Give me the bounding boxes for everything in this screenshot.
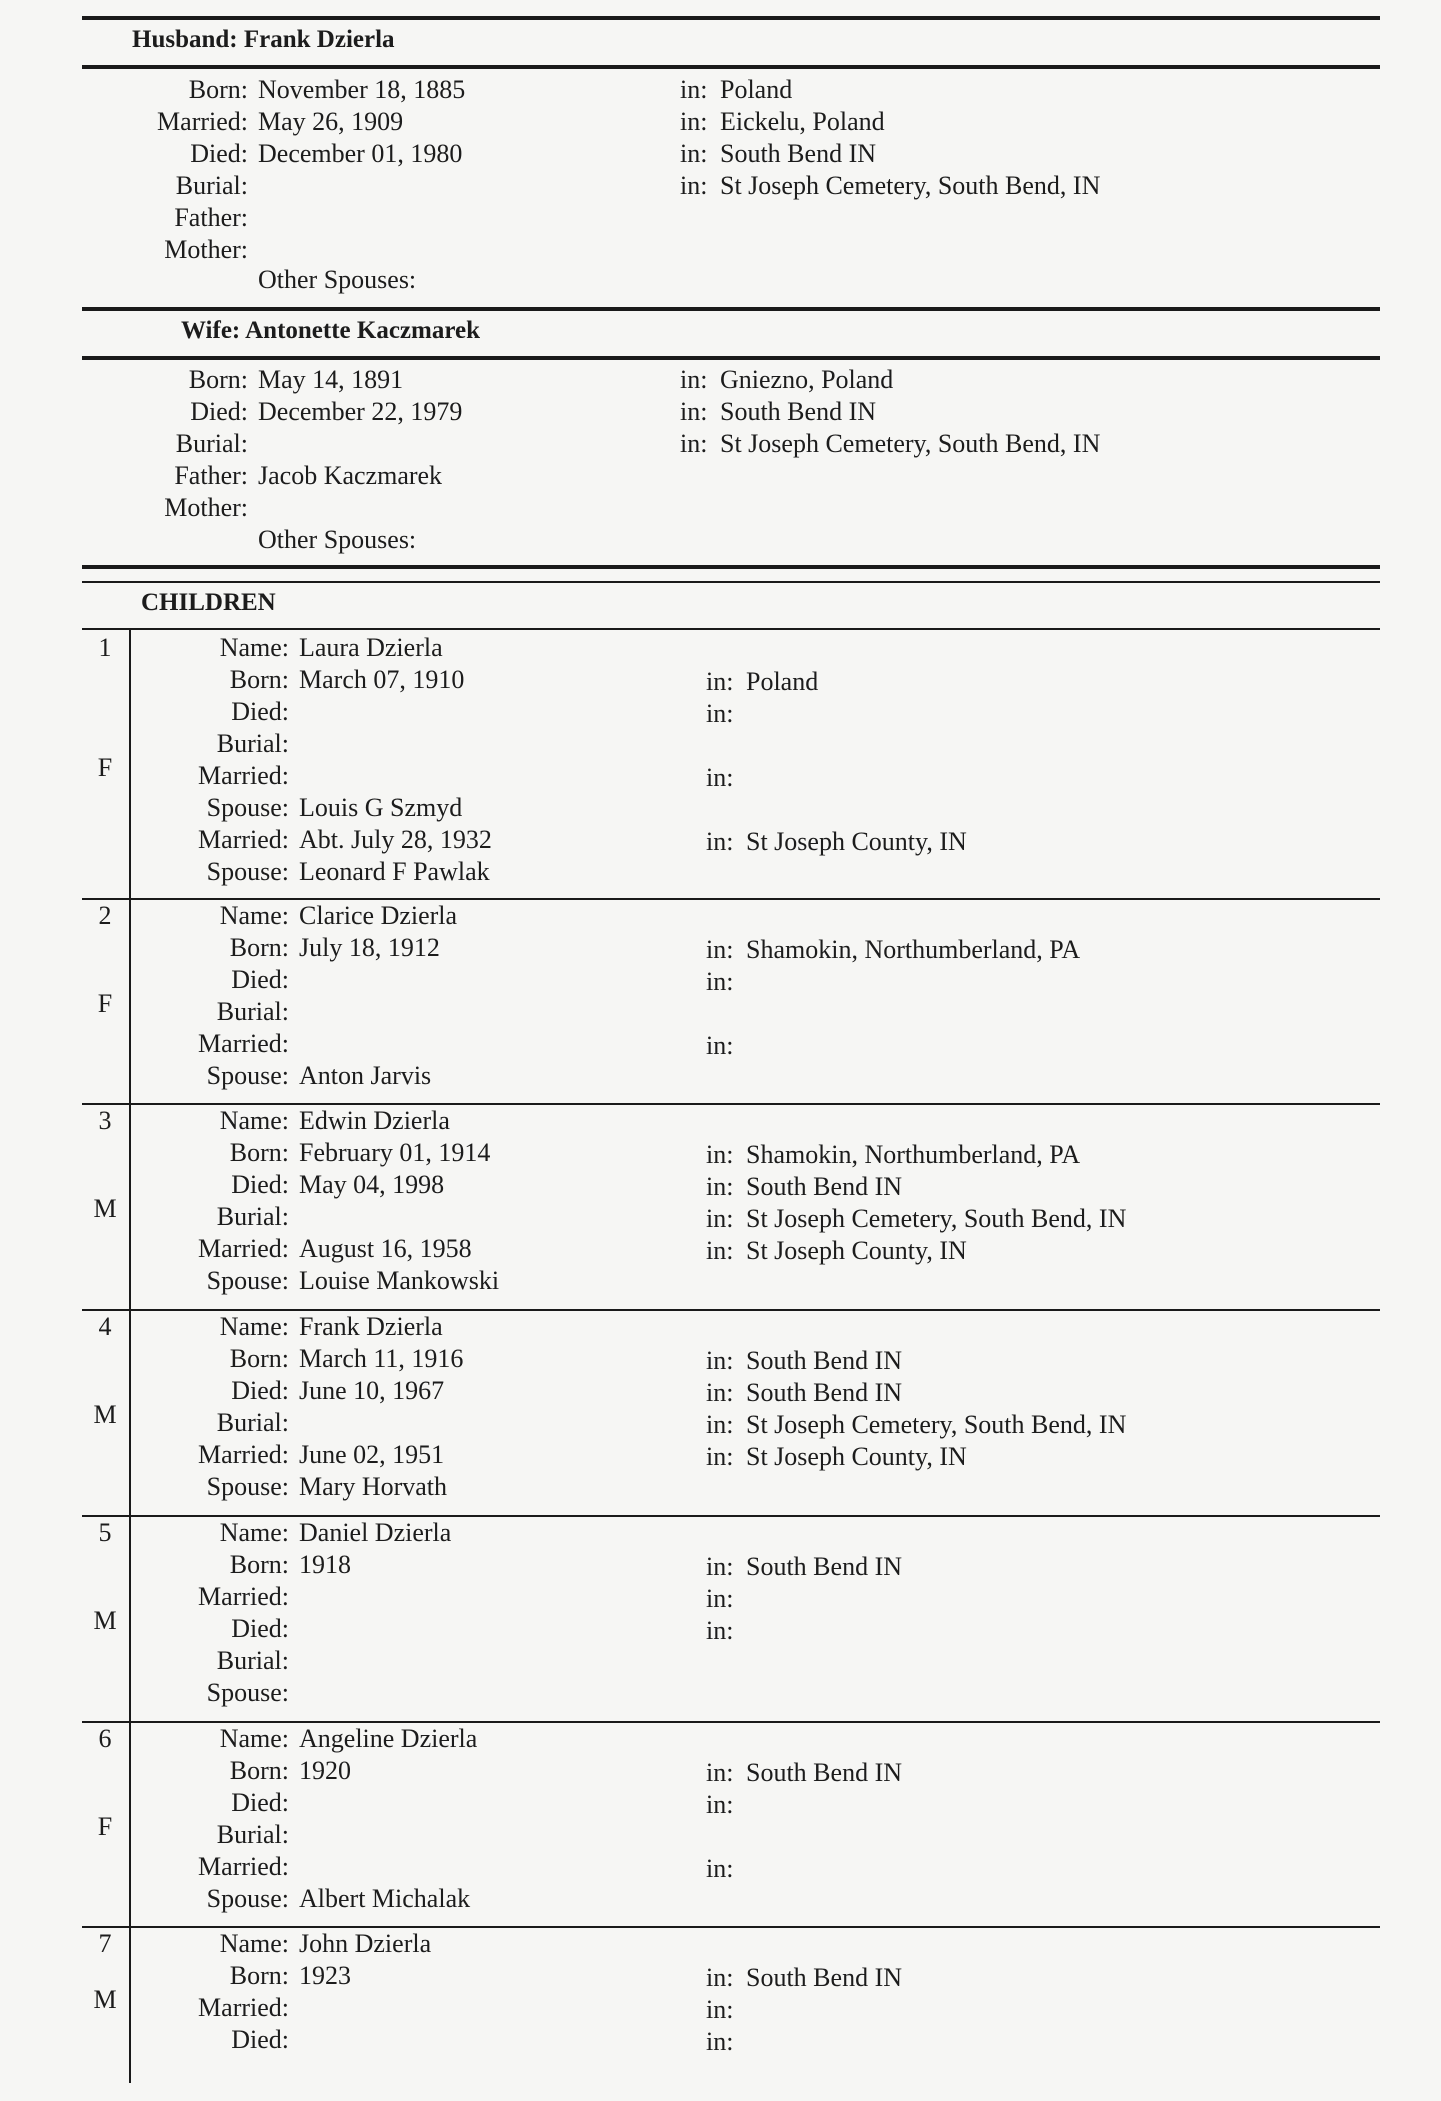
place-value: Poland: [746, 667, 819, 696]
burial-label: Burial:: [175, 429, 248, 458]
died-place: [706, 1377, 902, 1409]
married-place: [706, 1583, 746, 1615]
died-label: Died:: [231, 1376, 289, 1405]
in-label: in:: [680, 397, 708, 426]
place-value: South Bend IN: [746, 1758, 902, 1787]
born-place: [706, 1139, 1080, 1171]
in-label: in:: [706, 1790, 734, 1819]
married-value: May 26, 1909: [258, 107, 404, 136]
name-value: Daniel Dzierla: [299, 1518, 452, 1547]
mother-label: Mother:: [164, 235, 248, 264]
child-sex: F: [97, 1812, 113, 1841]
burial-place: [680, 428, 1100, 460]
died-label: Died:: [231, 1788, 289, 1817]
children-header-rule: [82, 628, 1380, 630]
spouse-value: Louis G Szmyd: [299, 793, 463, 822]
child-separator-rule: [82, 1721, 1380, 1723]
in-label: in:: [706, 935, 734, 964]
child-number: 5: [98, 1518, 112, 1547]
place-value: South Bend IN: [746, 1346, 902, 1375]
name-label: Name:: [219, 1312, 289, 1341]
born-value: November 18, 1885: [258, 75, 466, 104]
married-place: [706, 1235, 967, 1267]
place-value: Poland: [720, 75, 793, 104]
burial-label: Burial:: [216, 729, 289, 758]
died-value: December 01, 1980: [258, 139, 463, 168]
place-value: St Joseph Cemetery, South Bend, IN: [720, 429, 1101, 458]
child-separator-rule: [82, 1103, 1380, 1105]
child-sex: M: [93, 1194, 117, 1223]
in-label: in:: [706, 699, 734, 728]
spouse-label: Spouse:: [206, 1472, 289, 1501]
burial-place: [706, 1203, 1126, 1235]
wife-other-spouses-label: Other Spouses:: [258, 525, 417, 554]
married-value: August 16, 1958: [299, 1234, 472, 1263]
mother-label: Mother:: [164, 493, 248, 522]
born-label: Born:: [229, 665, 289, 694]
in-label: in:: [680, 107, 708, 136]
in-label: in:: [706, 667, 734, 696]
in-label: in:: [706, 1346, 734, 1375]
died-place: [706, 1171, 902, 1203]
burial-label: Burial:: [216, 997, 289, 1026]
child-separator-rule: [82, 898, 1380, 900]
name-value: Clarice Dzierla: [299, 901, 458, 930]
place-value: South Bend IN: [746, 1963, 902, 1992]
married-label: Married:: [198, 1029, 289, 1058]
born-label: Born:: [229, 1138, 289, 1167]
spouse-label: Spouse:: [206, 1266, 289, 1295]
married-place: [706, 1030, 746, 1062]
husband-other-spouses-label: Other Spouses:: [258, 265, 417, 294]
married-place: [706, 1994, 746, 2026]
place-value: St Joseph County, IN: [746, 1442, 967, 1471]
burial-label: Burial:: [216, 1408, 289, 1437]
spouse-value: Leonard F Pawlak: [299, 857, 490, 886]
in-label: in:: [680, 139, 708, 168]
place-value: Eickelu, Poland: [720, 107, 885, 136]
in-label: in:: [706, 1204, 734, 1233]
in-label: in:: [706, 1854, 734, 1883]
in-label: in:: [706, 1616, 734, 1645]
born-place: [706, 666, 818, 698]
died-place: [680, 396, 876, 428]
top-rule: [82, 16, 1380, 20]
child-separator-rule: [82, 1309, 1380, 1311]
place-value: South Bend IN: [746, 1378, 902, 1407]
died-label: Died:: [231, 697, 289, 726]
married-label: Married:: [198, 825, 289, 854]
died-label: Died:: [231, 965, 289, 994]
in-label: in:: [706, 763, 734, 792]
died-label: Died:: [190, 139, 248, 168]
in-label: in:: [706, 1172, 734, 1201]
child-number: 7: [98, 1929, 112, 1958]
born-value: March 11, 1916: [299, 1344, 464, 1373]
born-place: [706, 934, 1080, 966]
married-place: [680, 106, 885, 138]
born-label: Born:: [229, 1756, 289, 1785]
wife-rule: [82, 356, 1380, 360]
born-value: May 14, 1891: [258, 365, 404, 394]
husband-heading: Husband: Frank Dzierla: [132, 26, 395, 53]
spouse-label: Spouse:: [206, 1884, 289, 1913]
child-separator-rule: [82, 1515, 1380, 1517]
in-label: in:: [706, 2027, 734, 2056]
spouse-label: Spouse:: [206, 857, 289, 886]
name-value: Edwin Dzierla: [299, 1106, 450, 1135]
in-label: in:: [706, 1378, 734, 1407]
died-place: [706, 1615, 746, 1647]
in-label: in:: [706, 1758, 734, 1787]
place-value: Shamokin, Northumberland, PA: [746, 1140, 1081, 1169]
born-place: [706, 1345, 902, 1377]
in-label: in:: [706, 1442, 734, 1471]
married-label: Married:: [157, 107, 248, 136]
place-value: St Joseph County, IN: [746, 1236, 967, 1265]
burial-label: Burial:: [216, 1820, 289, 1849]
in-label: in:: [680, 365, 708, 394]
children-number-column-rule: [129, 628, 131, 2083]
married-place: [706, 1441, 967, 1473]
father-label: Father:: [174, 461, 248, 490]
born-place: [680, 364, 893, 396]
in-label: in:: [680, 75, 708, 104]
married-label: Married:: [198, 1440, 289, 1469]
died-place: [706, 698, 746, 730]
in-label: in:: [706, 1236, 734, 1265]
died-value: June 10, 1967: [299, 1376, 445, 1405]
married-place: [706, 762, 746, 794]
in-label: in:: [706, 1031, 734, 1060]
wife-top-rule: [82, 307, 1380, 311]
died-label: Died:: [190, 397, 248, 426]
born-value: March 07, 1910: [299, 665, 465, 694]
place-value: St Joseph Cemetery, South Bend, IN: [720, 171, 1101, 200]
husband-rule: [82, 65, 1380, 69]
in-label: in:: [706, 1963, 734, 1992]
in-label: in:: [706, 967, 734, 996]
name-value: Angeline Dzierla: [299, 1724, 478, 1753]
married-label: Married:: [198, 1852, 289, 1881]
name-value: Frank Dzierla: [299, 1312, 443, 1341]
child-sex: F: [97, 753, 113, 782]
child-sex: F: [97, 989, 113, 1018]
married-place: [706, 826, 967, 858]
child-number: 1: [98, 633, 112, 662]
born-label: Born:: [229, 1961, 289, 1990]
born-place: [706, 1757, 902, 1789]
child-number: 2: [98, 901, 112, 930]
married-value: Abt. July 28, 1932: [299, 825, 492, 854]
born-place: [680, 74, 792, 106]
spouse-label: Spouse:: [206, 1061, 289, 1090]
born-label: Born:: [229, 933, 289, 962]
name-value: John Dzierla: [299, 1929, 432, 1958]
in-label: in:: [706, 1584, 734, 1613]
died-place: [706, 2026, 746, 2058]
born-value: 1923: [299, 1961, 351, 1990]
name-label: Name:: [219, 1106, 289, 1135]
spouse-value: Louise Mankowski: [299, 1266, 500, 1295]
child-sex: M: [93, 1400, 117, 1429]
in-label: in:: [706, 1995, 734, 2024]
burial-label: Burial:: [216, 1646, 289, 1675]
name-label: Name:: [219, 633, 289, 662]
child-sex: M: [93, 1606, 117, 1635]
born-value: 1918: [299, 1550, 351, 1579]
place-value: Gniezno, Poland: [720, 365, 894, 394]
born-place: [706, 1551, 902, 1583]
in-label: in:: [706, 827, 734, 856]
in-label: in:: [680, 171, 708, 200]
died-place: [680, 138, 876, 170]
place-value: St Joseph County, IN: [746, 827, 967, 856]
spouse-value: Albert Michalak: [299, 1884, 471, 1913]
married-label: Married:: [198, 761, 289, 790]
place-value: South Bend IN: [746, 1172, 902, 1201]
children-heading: CHILDREN: [141, 589, 276, 616]
burial-place: [680, 170, 1100, 202]
spouse-label: Spouse:: [206, 1678, 289, 1707]
in-label: in:: [706, 1410, 734, 1439]
father-label: Father:: [174, 203, 248, 232]
born-label: Born:: [229, 1344, 289, 1373]
children-top-rule-thin: [82, 581, 1380, 583]
died-label: Died:: [231, 2025, 289, 2054]
died-place: [706, 1789, 746, 1821]
place-value: St Joseph Cemetery, South Bend, IN: [746, 1204, 1127, 1233]
children-top-rule: [82, 565, 1380, 569]
died-label: Died:: [231, 1614, 289, 1643]
married-label: Married:: [198, 1582, 289, 1611]
place-value: Shamokin, Northumberland, PA: [746, 935, 1081, 964]
child-number: 6: [98, 1724, 112, 1753]
child-number: 3: [98, 1106, 112, 1135]
in-label: in:: [706, 1140, 734, 1169]
in-label: in:: [680, 429, 708, 458]
died-label: Died:: [231, 1170, 289, 1199]
born-value: 1920: [299, 1756, 351, 1785]
died-place: [706, 966, 746, 998]
died-value: May 04, 1998: [299, 1170, 445, 1199]
spouse-value: Anton Jarvis: [299, 1061, 432, 1090]
child-separator-rule: [82, 1926, 1380, 1928]
born-value: July 18, 1912: [299, 933, 440, 962]
child-sex: M: [93, 1985, 117, 2014]
spouse-value: Mary Horvath: [299, 1472, 448, 1501]
married-value: June 02, 1951: [299, 1440, 445, 1469]
born-label: Born:: [188, 365, 248, 394]
married-label: Married:: [198, 1993, 289, 2022]
burial-label: Burial:: [216, 1202, 289, 1231]
spouse-label: Spouse:: [206, 793, 289, 822]
name-label: Name:: [219, 1929, 289, 1958]
name-label: Name:: [219, 901, 289, 930]
father-value: Jacob Kaczmarek: [258, 461, 443, 490]
burial-label: Burial:: [175, 171, 248, 200]
place-value: St Joseph Cemetery, South Bend, IN: [746, 1410, 1127, 1439]
name-label: Name:: [219, 1518, 289, 1547]
in-label: in:: [706, 1552, 734, 1581]
married-place: [706, 1853, 746, 1885]
child-number: 4: [98, 1312, 112, 1341]
born-label: Born:: [188, 75, 248, 104]
born-label: Born:: [229, 1550, 289, 1579]
married-label: Married:: [198, 1234, 289, 1263]
wife-heading: Wife: Antonette Kaczmarek: [181, 317, 480, 344]
place-value: South Bend IN: [746, 1552, 902, 1581]
died-value: December 22, 1979: [258, 397, 463, 426]
name-value: Laura Dzierla: [299, 633, 443, 662]
place-value: South Bend IN: [720, 139, 876, 168]
name-label: Name:: [219, 1724, 289, 1753]
burial-place: [706, 1409, 1126, 1441]
place-value: South Bend IN: [720, 397, 876, 426]
born-value: February 01, 1914: [299, 1138, 491, 1167]
born-place: [706, 1962, 902, 1994]
